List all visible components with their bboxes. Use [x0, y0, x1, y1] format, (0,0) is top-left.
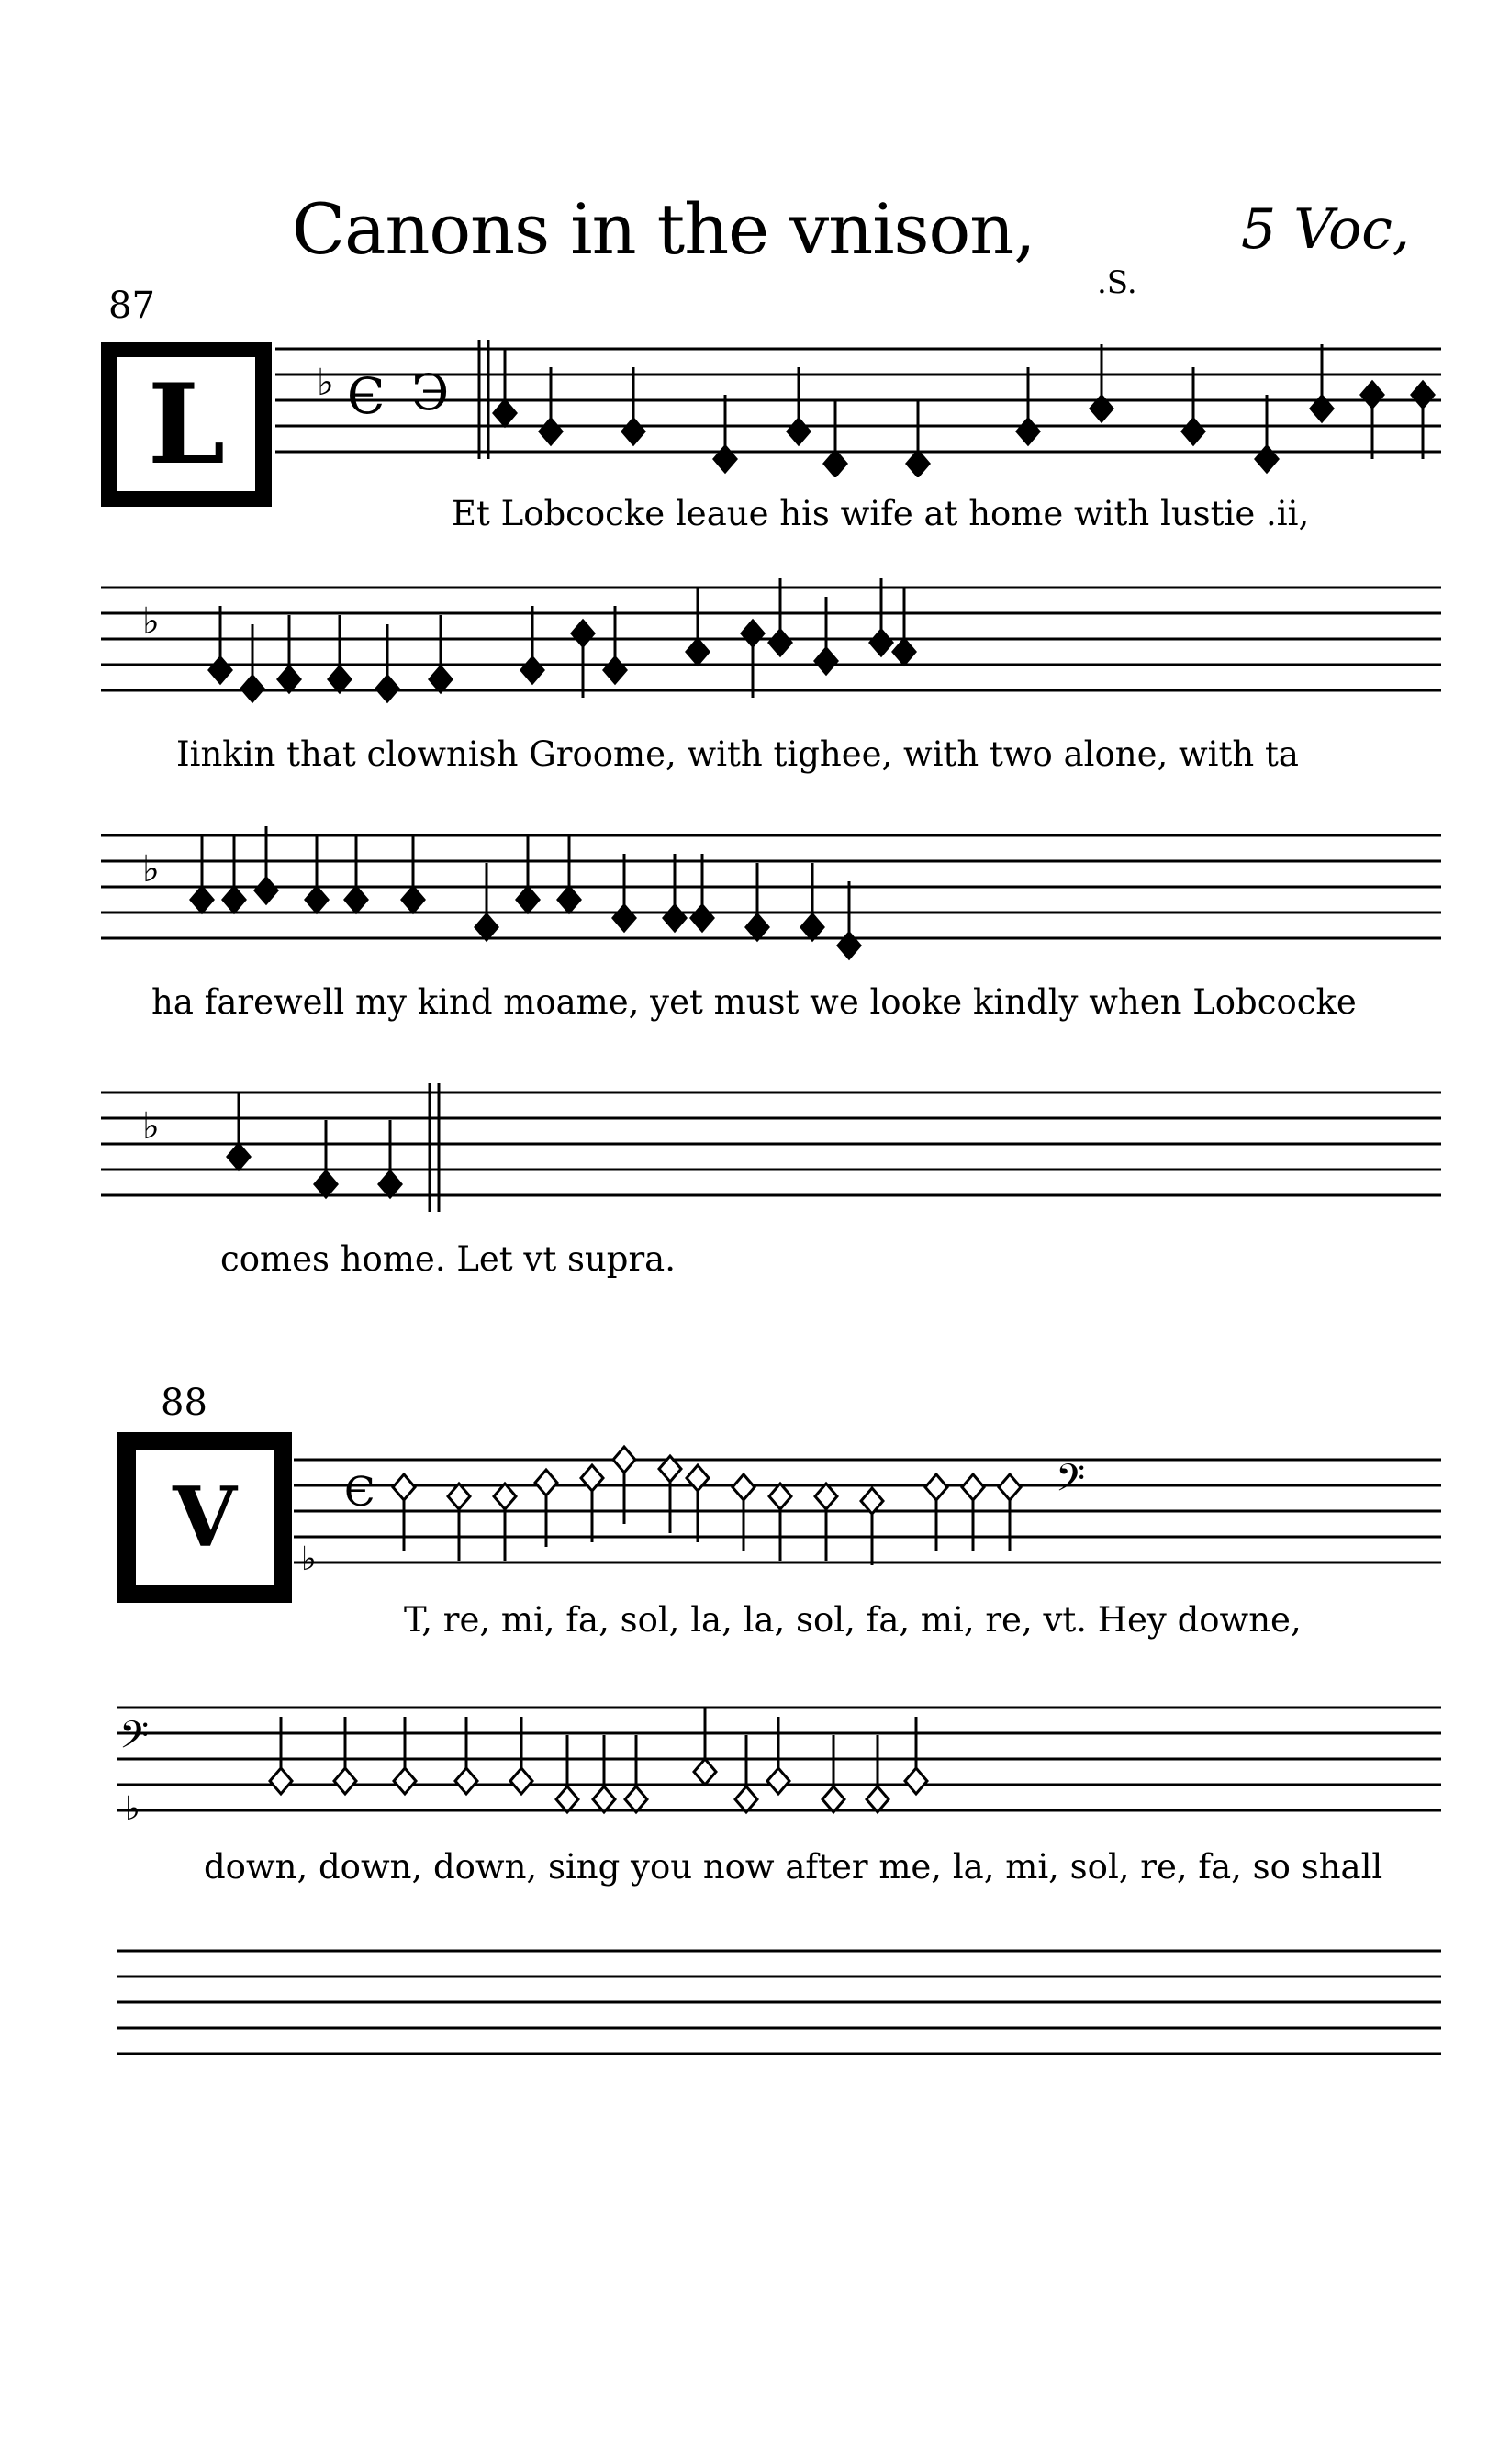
note-head: [494, 1484, 516, 1509]
decorated-initial: L: [101, 342, 272, 507]
note-head: [999, 1474, 1021, 1500]
note-head: [581, 1465, 603, 1491]
note-head: [746, 914, 768, 940]
note-head: [448, 1484, 470, 1509]
note-head: [861, 1488, 883, 1514]
note-head: [494, 400, 516, 426]
note-head: [925, 1474, 947, 1500]
notes-6: [117, 1680, 1455, 1836]
note-head: [714, 446, 736, 472]
note-head: [394, 1768, 416, 1794]
canon-number: 88: [161, 1382, 207, 1424]
note-head: [556, 1786, 578, 1812]
svg-text:𝄢: 𝄢: [119, 1713, 150, 1766]
note-head: [379, 1171, 401, 1197]
note-head: [733, 1474, 755, 1500]
decorated-initial: V: [117, 1432, 292, 1603]
note-head: [1091, 396, 1113, 421]
notes-3: [101, 808, 1455, 964]
note-head: [962, 1474, 984, 1500]
note-head: [769, 630, 791, 655]
note-head: [767, 1768, 789, 1794]
svg-text:Э: Э: [411, 364, 450, 421]
svg-text:♭: ♭: [317, 362, 334, 404]
note-head: [255, 878, 277, 903]
svg-text:Є: Є: [347, 367, 386, 425]
note-head: [540, 419, 562, 444]
note-head: [801, 914, 823, 940]
note-head: [613, 905, 635, 931]
lyric-line-4: comes home. Let vt supra.: [220, 1239, 676, 1279]
svg-text:♭: ♭: [301, 1540, 317, 1578]
note-head: [664, 905, 686, 931]
notes-5: [294, 1432, 1455, 1588]
notes-4: [101, 1065, 1455, 1221]
note-head: [742, 621, 764, 646]
note-head: [593, 1786, 615, 1812]
voice-count: 5 Voc,: [1241, 197, 1410, 262]
note-head: [209, 657, 231, 683]
note-head: [393, 1474, 415, 1500]
note-head: [735, 1786, 757, 1812]
lyric-line-5: T, re, mi, fa, sol, la, la, sol, fa, mi, re, vt. Hey downe,: [404, 1600, 1302, 1640]
staff-7-empty: [117, 1923, 1455, 2079]
page-title: Canons in the vnison,: [292, 188, 1035, 270]
note-head: [687, 1465, 709, 1491]
notes-2: [101, 560, 1455, 716]
note-head: [270, 1768, 292, 1794]
note-head: [769, 1484, 791, 1509]
note-head: [241, 676, 263, 701]
note-head: [1361, 382, 1383, 408]
note-head: [691, 905, 713, 931]
note-head: [521, 657, 543, 683]
note-head: [659, 1456, 681, 1482]
note-head: [558, 887, 580, 913]
note-head: [893, 639, 915, 665]
note-head: [694, 1759, 716, 1785]
svg-text:♭: ♭: [142, 848, 160, 890]
note-head: [604, 657, 626, 683]
note-head: [535, 1470, 557, 1495]
note-head: [191, 887, 213, 913]
note-head: [613, 1447, 635, 1473]
note-head: [1256, 446, 1278, 472]
note-head: [867, 1786, 889, 1812]
lyric-line-6: down, down, down, sing you now after me, la, mi, sol, re, fa, so shall: [204, 1847, 1383, 1887]
note-head: [824, 451, 846, 476]
note-head: [517, 887, 539, 913]
note-head: [622, 419, 644, 444]
svg-text:Є: Є: [344, 1469, 375, 1516]
note-head: [510, 1768, 532, 1794]
svg-text:♭: ♭: [142, 1105, 160, 1148]
note-head: [687, 639, 709, 665]
note-head: [788, 419, 810, 444]
signum-congruentiae: .S.: [1097, 264, 1137, 301]
note-head: [376, 676, 398, 701]
note-head: [455, 1768, 477, 1794]
note-head: [329, 666, 351, 692]
note-head: [905, 1768, 927, 1794]
note-head: [838, 933, 860, 958]
note-head: [345, 887, 367, 913]
note-head: [907, 451, 929, 476]
note-head: [475, 914, 498, 940]
note-head: [228, 1144, 250, 1170]
note-head: [870, 630, 892, 655]
note-head: [223, 887, 245, 913]
note-head: [278, 666, 300, 692]
note-head: [815, 1484, 837, 1509]
lyric-line-2: Iinkin that clownish Groome, with tighee, with two alone, with ta: [176, 734, 1299, 774]
lyric-line-1: Et Lobcocke leaue his wife at home with lustie .ii,: [452, 494, 1310, 533]
note-head: [306, 887, 328, 913]
note-head: [815, 648, 837, 674]
note-head: [625, 1786, 647, 1812]
note-head: [1017, 419, 1039, 444]
lyric-line-3: ha farewell my kind moame, yet must we looke kindly when Lobcocke: [151, 982, 1357, 1022]
svg-text:♭: ♭: [142, 600, 160, 643]
svg-text:𝄢: 𝄢: [1056, 1456, 1086, 1509]
note-head: [402, 887, 424, 913]
note-head: [822, 1786, 844, 1812]
note-head: [430, 666, 452, 692]
note-head: [572, 621, 594, 646]
svg-text:♭: ♭: [125, 1790, 140, 1828]
note-head: [1311, 396, 1333, 421]
note-head: [1412, 382, 1434, 408]
notes-1: [275, 321, 1455, 477]
note-head: [1182, 419, 1204, 444]
note-head: [315, 1171, 337, 1197]
canon-number: 87: [108, 285, 155, 327]
note-head: [334, 1768, 356, 1794]
